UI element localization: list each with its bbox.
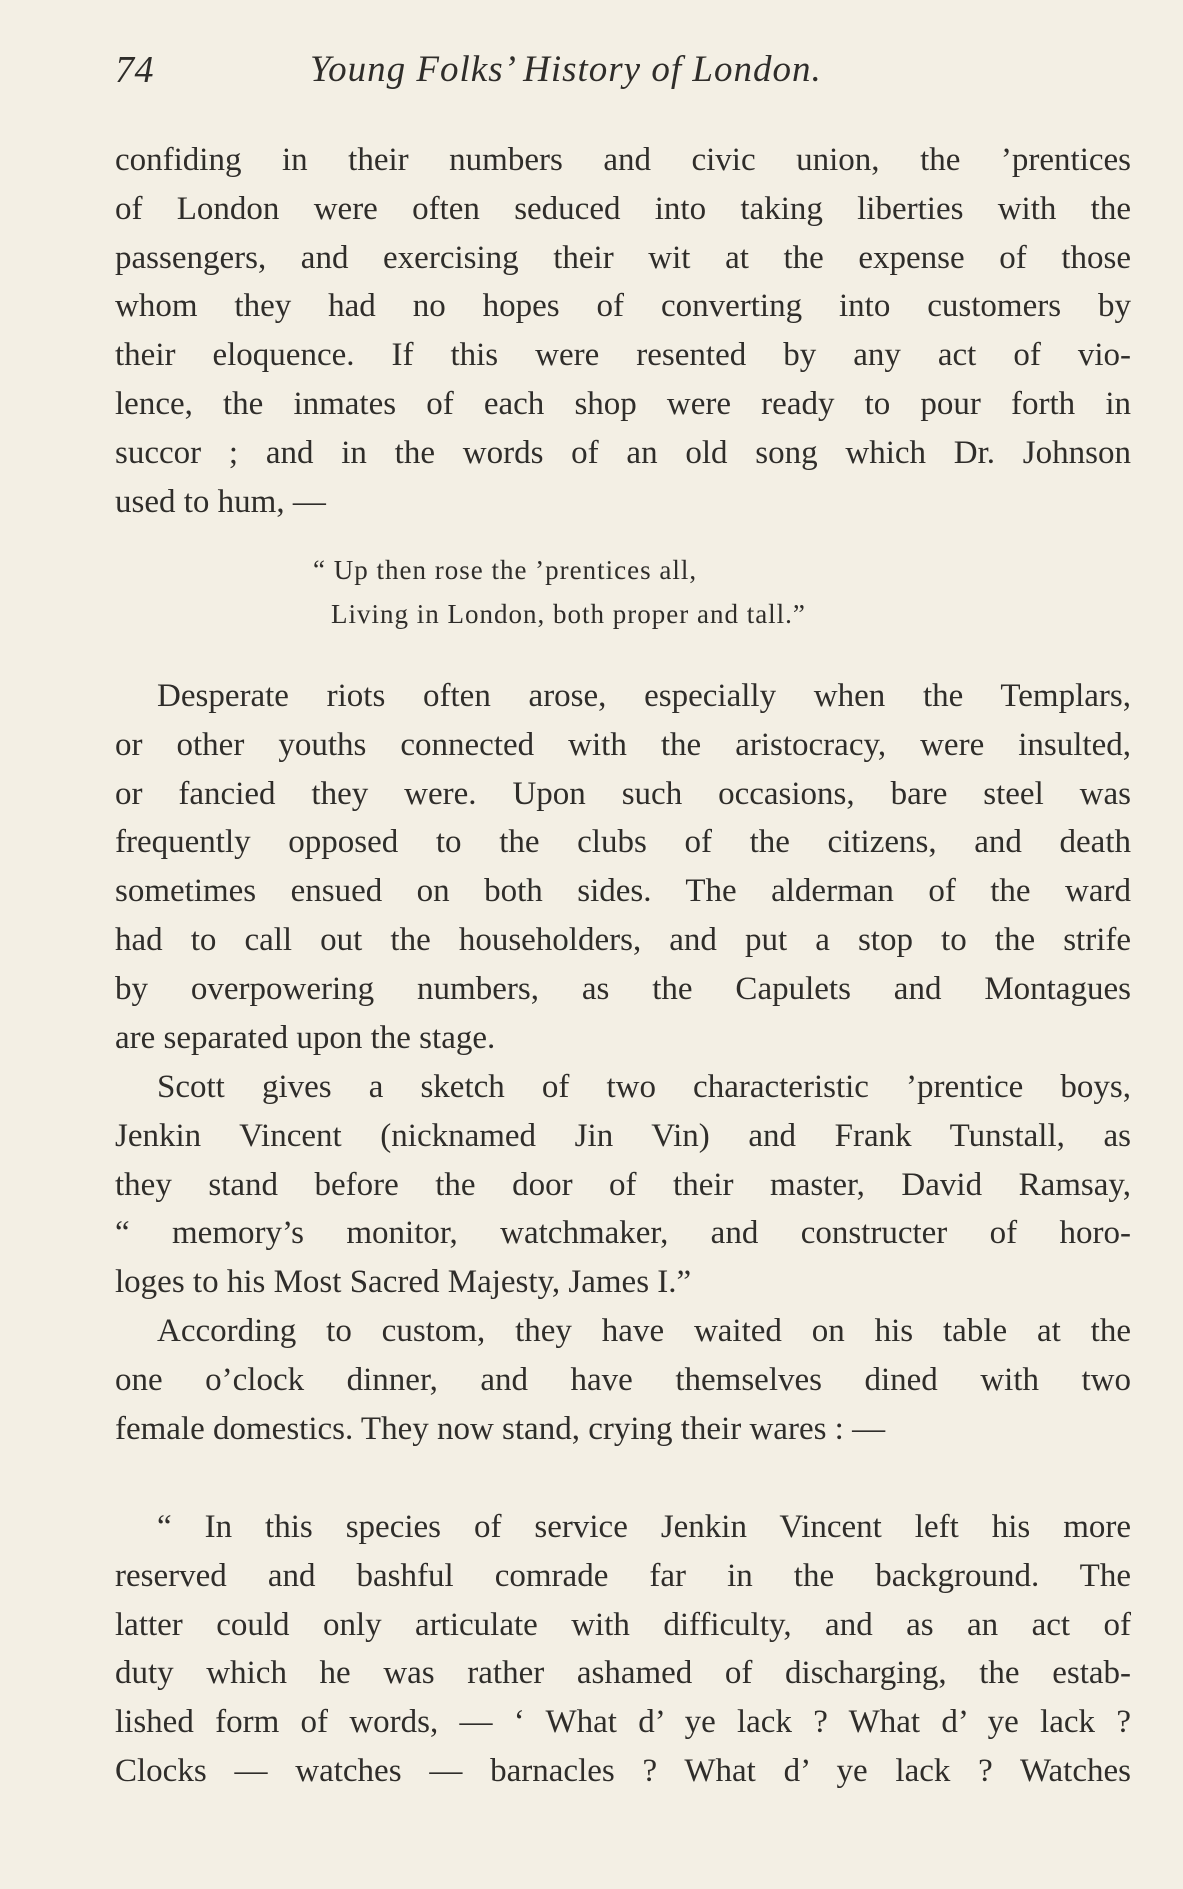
paragraph-2 [115, 672, 1131, 1062]
running-title: Young Folks’ History of London. [310, 49, 822, 90]
text-line: passengers, and exercising their wit at the expense of those [115, 239, 1131, 276]
paragraph-5 [115, 1503, 1131, 1796]
text-line: loges to his Most Sacred Majesty, James I.” [115, 1264, 692, 1301]
text-line: sometimes ensued on both sides. The alderman of the ward [115, 873, 1131, 910]
text-line: their eloquence. If this were resented by any act of vio- [115, 337, 1131, 374]
verse-line: Living in London, both proper and tall.” [331, 599, 806, 629]
text-line: latter could only articulate with difficulty, and as an act of [115, 1606, 1131, 1643]
text-line: Scott gives a sketch of two characteristic ’prentice boys, [157, 1069, 1131, 1105]
text-line: one o’clock dinner, and have themselves dined with two [115, 1361, 1131, 1398]
text-line: reserved and bashful comrade far in the background. The [115, 1557, 1131, 1594]
text-line: confiding in their numbers and civic union, the ’prentices [115, 142, 1131, 178]
verse-quotation [313, 548, 806, 636]
paragraph-3 [115, 1063, 1131, 1307]
text-line: Clocks — watches — barnacles ? What d’ ye lack ? Watches [115, 1752, 1131, 1789]
page-header [115, 40, 1125, 100]
text-line: are separated upon the stage. [115, 1019, 496, 1056]
text-line: duty which he was rather ashamed of discharging, the estab- [115, 1655, 1131, 1692]
paragraph-4 [115, 1307, 1131, 1453]
page-number: 74 [115, 49, 154, 91]
text-line: used to hum, — [115, 483, 326, 520]
text-line: had to call out the householders, and put a stop to the strife [115, 921, 1131, 958]
text-line: According to custom, they have waited on his table at the [157, 1313, 1131, 1349]
text-line: “ memory’s monitor, watchmaker, and constructer of horo- [115, 1215, 1131, 1252]
text-line: they stand before the door of their master, David Ramsay, [115, 1166, 1131, 1203]
text-line: Jenkin Vincent (nicknamed Jin Vin) and Frank Tunstall, as [115, 1117, 1131, 1154]
text-line: or other youths connected with the aristocracy, were insulted, [115, 726, 1131, 763]
paragraph-1 [115, 136, 1131, 526]
text-line: frequently opposed to the clubs of the citizens, and death [115, 824, 1131, 861]
text-line: lished form of words, — ‘ What d’ ye lack ? What d’ ye lack ? [115, 1704, 1131, 1741]
text-line: or fancied they were. Upon such occasions, bare steel was [115, 775, 1131, 812]
text-line: of London were often seduced into taking liberties with the [115, 190, 1131, 227]
text-line: “ In this species of service Jenkin Vincent left his more [157, 1509, 1131, 1545]
text-line: lence, the inmates of each shop were ready to pour forth in [115, 385, 1131, 422]
text-line: by overpowering numbers, as the Capulets and Montagues [115, 970, 1131, 1007]
text-line: female domestics. They now stand, crying their wares : — [115, 1410, 886, 1447]
text-line: whom they had no hopes of converting into customers by [115, 288, 1131, 325]
text-line: succor ; and in the words of an old song which Dr. Johnson [115, 434, 1131, 471]
verse-line: “ Up then rose the ’prentices all, [313, 555, 698, 585]
text-line: Desperate riots often arose, especially when the Templars, [157, 678, 1131, 714]
